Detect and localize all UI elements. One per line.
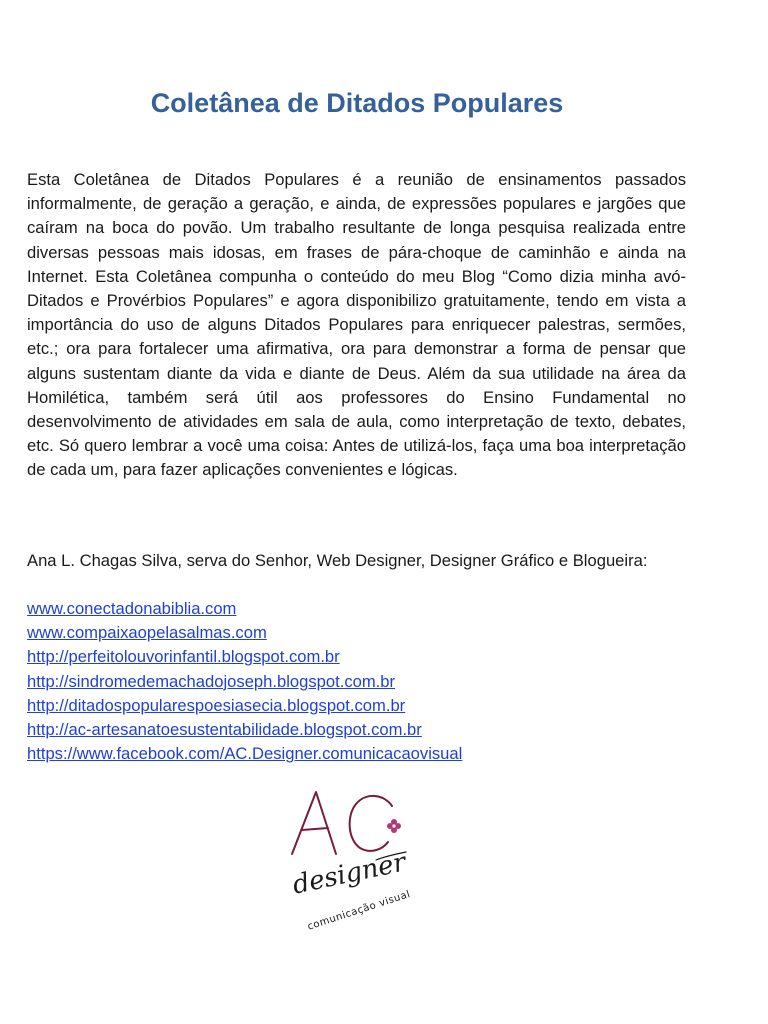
link-ditadospopularespoesiasecia[interactable]: http://ditadospopularespoesiasecia.blogspot.com.br	[27, 695, 406, 715]
link-item	[27, 670, 462, 694]
link-ac-artesanato[interactable]: http://ac-artesanatoesustentabilidade.blogspot.com.br	[27, 720, 422, 740]
link-compaixaopelasalmas[interactable]: www.compaixaopelasalmas.com	[27, 623, 267, 643]
ac-designer-logo	[270, 776, 430, 936]
logo-letter-a	[292, 792, 336, 854]
link-list	[27, 597, 462, 766]
link-sindromedemachadojoseph[interactable]: http://sindromedemachadojoseph.blogspot.com.br	[27, 671, 396, 691]
author-paragraph: Ana L. Chagas Silva, serva do Senhor, Web Designer, Designer Gráfico e Blogueira:	[27, 551, 648, 570]
link-perfeitolouvorinfantil[interactable]: http://perfeitolouvorinfantil.blogspot.com.br	[27, 647, 340, 667]
logo-letter-c	[350, 796, 392, 851]
link-item	[27, 597, 462, 621]
link-item	[27, 645, 462, 669]
link-item	[27, 694, 462, 718]
intro-paragraph: Esta Coletânea de Ditados Populares é a reunião de ensinamentos passados informalmente, de geração a geração, e ainda, de expressões populares e jargões que caíram na boca do povão. Um trabalho resultante de longa pesquisa realizada entre diversas pessoas mais idosas, em frases de pára-choque de caminhão e ainda na Internet. Esta Coletânea compunha o conteúdo do meu Blog “Como dizia minha avó- Ditados e Provérbios Populares” e agora disponibilizo gratuitamente, tendo em vista a importância do uso de alguns Ditados Populares para enriquecer palestras, sermões, etc.; ora para fortalecer uma afirmativa, ora para demonstrar a forma de pensar que alguns sustentam diante da vida e diante de Deus. Além da sua utilidade na área da Homilética, também será útil aos professores do Ensino Fundamental no desenvolvimento de atividades em sala de aula, como interpretação de texto, debates, etc. Só quero lembrar a você uma coisa: Antes de utilizá-los, faça uma boa interpretação de cada um, para fazer aplicações convenientes e lógicas.	[27, 170, 686, 480]
flower-icon	[387, 819, 401, 833]
document-title: Coletânea de Ditados Populares	[150, 88, 564, 118]
logo-word: designer	[289, 847, 409, 901]
link-conectadonabiblia[interactable]: www.conectadonabiblia.com	[27, 599, 237, 618]
link-item	[27, 621, 462, 645]
link-item	[27, 742, 462, 766]
link-facebook[interactable]: https://www.facebook.com/AC.Designer.comunicacaovisual	[27, 744, 463, 764]
logo-tagline: comunicação visual	[306, 888, 412, 933]
link-item	[27, 718, 462, 742]
